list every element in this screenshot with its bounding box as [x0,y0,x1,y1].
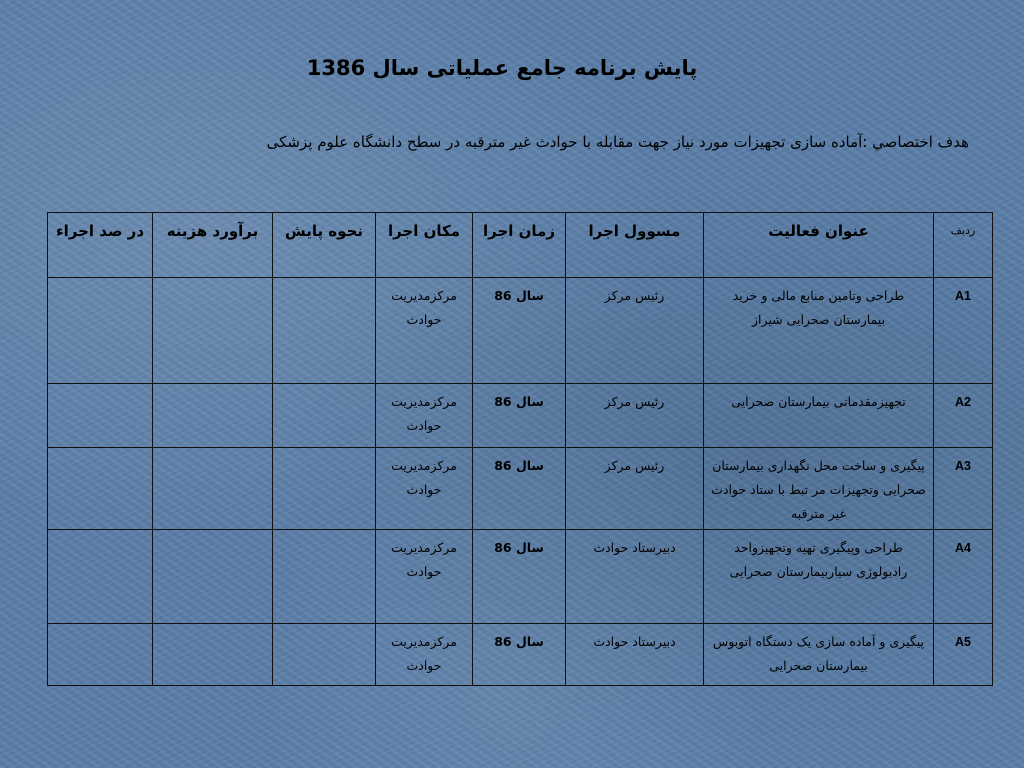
monitoring-method [273,530,376,624]
execution-place: مرکزمدیریت حوادث [376,384,473,448]
execution-time: سال 86 [473,384,566,448]
execution-percent [48,624,153,686]
responsible: رئیس مرکز [566,278,704,384]
execution-place: مرکزمدیریت حوادث [376,624,473,686]
row-number: A1 [934,278,993,384]
execution-place: مرکزمدیریت حوادث [376,530,473,624]
cost-estimate [153,448,273,530]
activity-title: تجهیزمقدماتی بیمارستان صحرایی [704,384,934,448]
operational-plan-table [47,212,993,686]
table-row [48,278,993,384]
header-monitoring-method: نحوه پایش [273,213,376,278]
responsible: رئیس مرکز [566,448,704,530]
responsible: دبیرستاد حوادث [566,530,704,624]
header-execution-percent: در صد اجراء [48,213,153,278]
cost-estimate [153,530,273,624]
table-header-row [48,213,993,278]
table-row [48,384,993,448]
header-responsible: مسوول اجرا [566,213,704,278]
activity-title: پیگیری و ساخت محل نگهداری بیمارستان صحرایی وتجهیزات مر تبط با ستاد حوادث غیر مترقبه [704,448,934,530]
responsible: دبیرستاد حوادث [566,624,704,686]
header-execution-time: زمان اجرا [473,213,566,278]
slide-title: پایش برنامه جامع عملیاتی سال 1386 [306,56,698,80]
row-number: A3 [934,448,993,530]
activity-title: پیگیری و آماده سازی یک دستگاه اتوبوس بیمارستان صحرایی [704,624,934,686]
execution-percent [48,278,153,384]
cost-estimate [153,384,273,448]
monitoring-method [273,448,376,530]
execution-place: مرکزمدیریت حوادث [376,448,473,530]
cost-estimate [153,278,273,384]
execution-percent [48,384,153,448]
specific-objective: هدف اختصاصي :آماده سازی تجهیزات مورد نیاز جهت مقابله با حوادث غیر مترقبه در سطح دانشگاه علوم پزشکی [266,133,969,151]
table-row [48,624,993,686]
row-number: A2 [934,384,993,448]
execution-place: مرکزمدیریت حوادث [376,278,473,384]
execution-time: سال 86 [473,278,566,384]
activity-title: طراحی وتامین منابع مالی و خرید بیمارستان صحرایی شیراز [704,278,934,384]
execution-percent [48,448,153,530]
row-number: A5 [934,624,993,686]
activity-title: طراحی وپیگیری تهیه وتجهیزواحد رادیولوژی سیاربیمارستان صحرایی [704,530,934,624]
header-cost-estimate: برآورد هزینه [153,213,273,278]
table-row [48,530,993,624]
responsible: رئیس مرکز [566,384,704,448]
header-execution-place: مکان اجرا [376,213,473,278]
execution-time: سال 86 [473,448,566,530]
execution-time: سال 86 [473,530,566,624]
execution-percent [48,530,153,624]
row-number: A4 [934,530,993,624]
table-row [48,448,993,530]
header-activity-title: عنوان فعالیت [704,213,934,278]
execution-time: سال 86 [473,624,566,686]
header-row-number: ردیف [934,213,993,278]
monitoring-method [273,624,376,686]
monitoring-method [273,278,376,384]
cost-estimate [153,624,273,686]
monitoring-method [273,384,376,448]
